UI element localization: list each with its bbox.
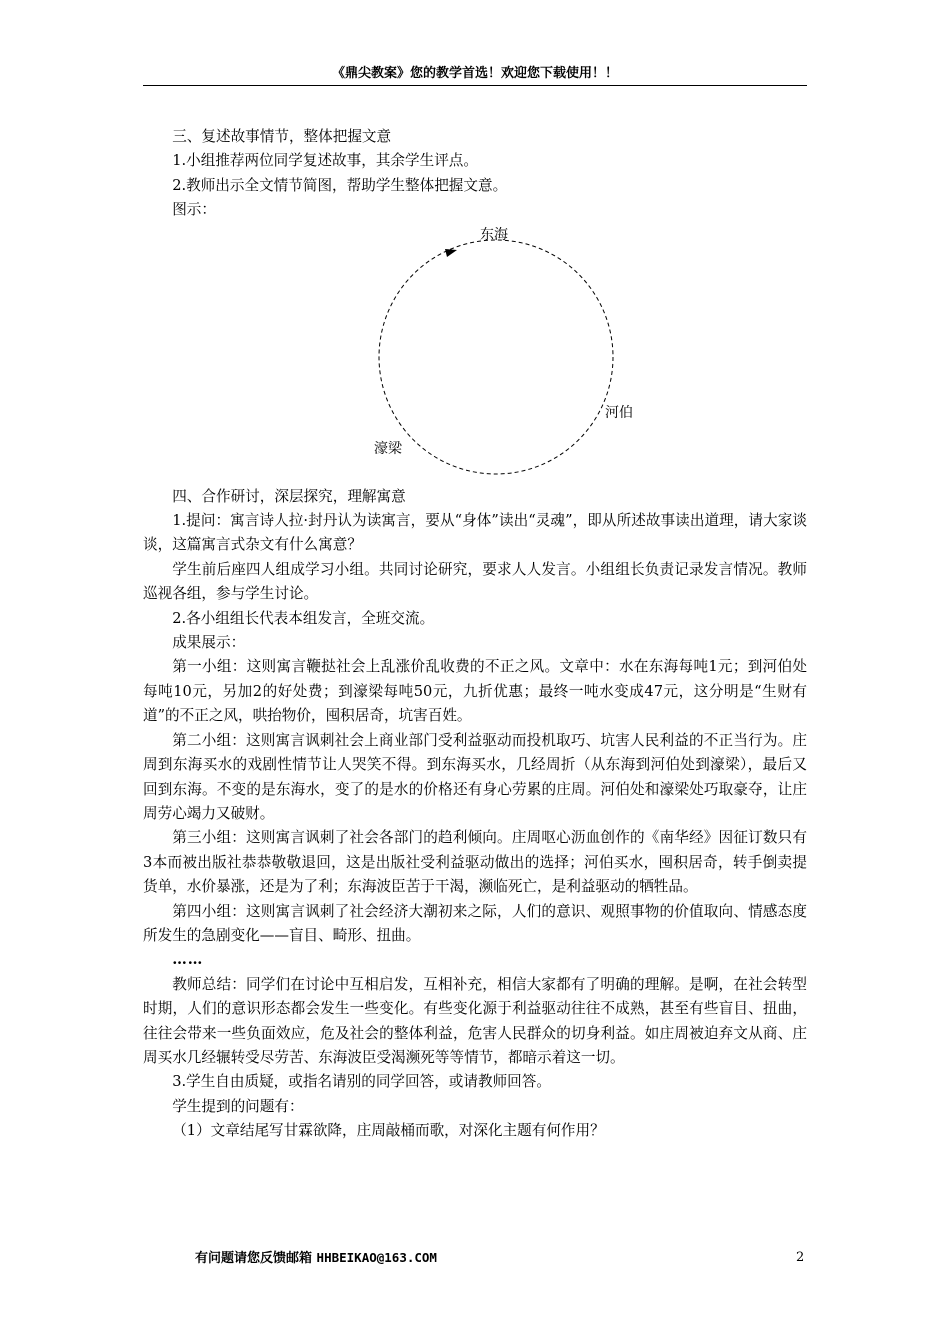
section3-paragraph-1: 1.小组推荐两位同学复述故事，其余学生评点。 [172, 152, 478, 170]
page-header: 《鼎尖教案》您的教学首选！欢迎您下载使用！！ [331, 66, 618, 81]
section4-grouping: 学生前后座四人组成学习小组。共同讨论研究，要求人人发言。小组组长负责记录发言情况。教师巡视各组，参与学生讨论。 [143, 560, 807, 603]
group1-result: 第一小组：这则寓言鞭挞社会上乱涨价乱收费的不正之风。文章中：水在东海每吨1元；到河伯处每吨10元，另加2的好处费；到濠梁每吨50元，九折优惠；最终一吨水变成47元，这分明是“生财有道”的不正之风，哄抬物价，囤积居奇，坑害百姓。 [143, 658, 807, 725]
teacher-summary: 教师总结：同学们在讨论中互相启发，互相补充，相信大家都有了明确的理解。是啊，在社会转型时期，人们的意识形态都会发生一些变化。有些变化源于利益驱动往往不成熟，甚至有些盲目、扭曲，往往会带来一些负面效应，危及社会的整体利益，危害人民群众的切身利益。如庄周被迫弃文从商、庄周买水几经辗转受尽劳苦、东海波臣受渴濒死等等情节，都暗示着这一切。 [143, 975, 807, 1066]
footer-text: 有问题请您反馈邮箱 [195, 1251, 313, 1266]
group2-result: 第二小组：这则寓言讽刺社会上商业部门受利益驱动而投机取巧、坑害人民利益的不正当行为。庄周到东海买水的戏剧性情节让人哭笑不得。到东海买水，几经周折（从东海到河伯处到濠梁），最后又回到东海。不变的是东海水，变了的是水的价格还有身心劳累的庄周。河伯处和濠梁处巧取豪夺，让庄周劳心竭力又破财。 [143, 731, 807, 822]
section4-free-questions: 3.学生自由质疑，或指名请别的同学回答，或请教师回答。 [172, 1073, 551, 1091]
questions-label: 学生提到的问题有： [172, 1097, 304, 1115]
plot-cycle-diagram [143, 223, 807, 485]
cycle-diagram-svg [143, 223, 807, 485]
direction-arrow-icon [445, 249, 457, 257]
document-body [143, 125, 807, 1144]
node-label-hebo: 河伯 [605, 404, 633, 421]
page-footer [195, 1249, 437, 1268]
footer-email: HHBEIKAO@163.COM [316, 1250, 437, 1265]
section4-heading: 四、合作研讨，深层探究，理解寓意 [172, 487, 406, 505]
question-1: （1）文章结尾写甘霖欲降，庄周敲桶而歌，对深化主题有何作用？ [172, 1122, 605, 1140]
section3-paragraph-2: 2.教师出示全文情节简图，帮助学生整体把握文意。 [172, 176, 508, 194]
section4-question: 1.提问：寓言诗人拉·封丹认为读寓言，要从“身体”读出“灵魂”，即从所述故事读出道理，请大家谈谈，这篇寓言式杂文有什么寓意？ [143, 512, 807, 554]
node-label-donghai: 东海 [480, 226, 508, 243]
cycle-path [379, 240, 613, 474]
figure-label: 图示： [172, 201, 216, 219]
header-rule [143, 85, 807, 86]
section3-heading: 三、复述故事情节，整体把握文意 [172, 128, 392, 145]
section4-exchange: 2.各小组组长代表本组发言，全班交流。 [172, 609, 435, 627]
results-label: 成果展示： [172, 634, 246, 652]
ellipsis: …… [172, 951, 204, 969]
group3-result: 第三小组：这则寓言讽刺了社会各部门的趋利倾向。庄周呕心沥血创作的《南华经》因征订数只有3本而被出版社恭恭敬敬退回，这是出版社受利益驱动做出的选择；河伯买水，囤积居奇，转手倒卖提货单，水价暴涨，还是为了利；东海波臣苦于干渴，濒临死亡，是利益驱动的牺牲品。 [143, 829, 807, 896]
page-number: 2 [796, 1250, 805, 1265]
group4-result: 第四小组：这则寓言讽刺了社会经济大潮初来之际，人们的意识、观照事物的价值取向、情感态度所发生的急剧变化——盲目、畸形、扭曲。 [143, 902, 807, 944]
node-label-haoliang: 濠梁 [374, 440, 402, 457]
